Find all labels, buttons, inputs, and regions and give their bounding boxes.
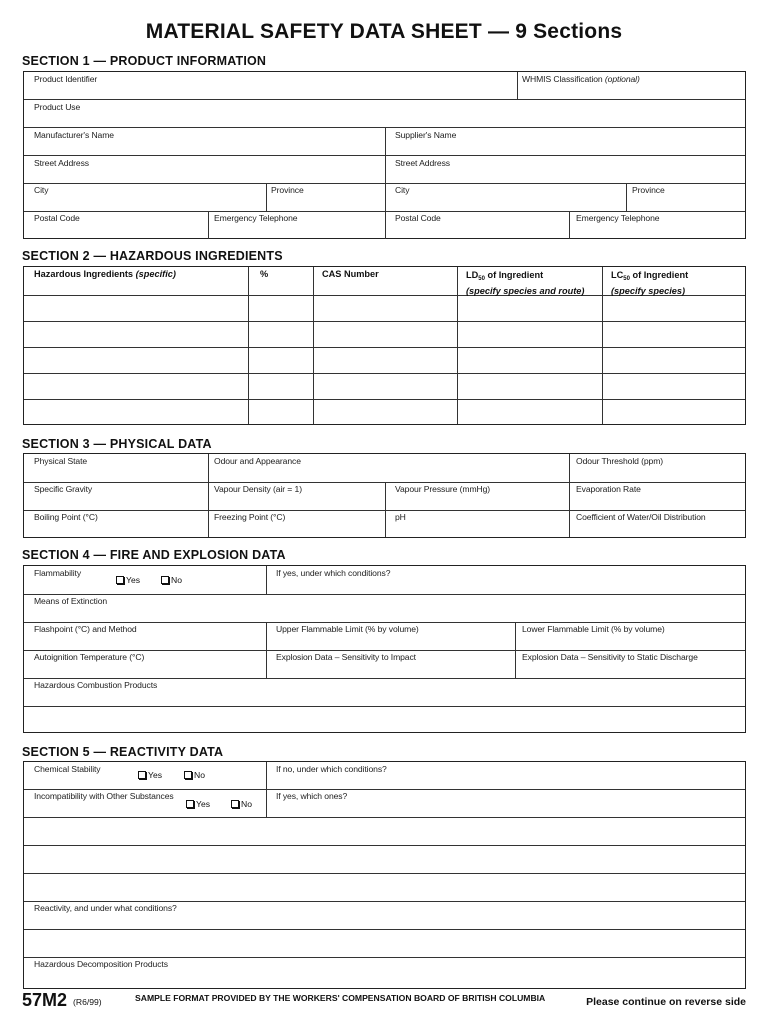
ingredients-column-header: Hazardous Ingredients (specific) — [34, 269, 176, 279]
stability-yes-checkbox[interactable]: Yes — [138, 770, 162, 780]
section-5-heading: SECTION 5 — REACTIVITY DATA — [22, 745, 224, 759]
incompatibility-no-checkbox[interactable]: No — [231, 799, 252, 809]
section-3-heading: SECTION 3 — PHYSICAL DATA — [22, 437, 212, 451]
fire-explosion-table — [23, 565, 746, 733]
hazardous-combustion-products-field[interactable]: Hazardous Combustion Products — [34, 680, 158, 690]
flammability-no-checkbox[interactable]: No — [161, 575, 182, 585]
specific-gravity-field[interactable]: Specific Gravity — [34, 484, 93, 494]
explosion-static-field[interactable]: Explosion Data – Sensitivity to Static Discharge — [522, 652, 698, 662]
page-title: MATERIAL SAFETY DATA SHEET — 9 Sections — [145, 20, 623, 43]
coefficient-distribution-field[interactable]: Coefficient of Water/Oil Distribution — [576, 512, 706, 522]
ld50-column-header: $LD_{50}$ of Ingredient (specify species and route) — [466, 270, 585, 296]
manufacturer-emergency-telephone-field[interactable]: Emergency Telephone — [214, 213, 298, 223]
hazardous-ingredients-table — [23, 266, 746, 425]
manufacturer-province-field[interactable]: Province — [271, 185, 304, 195]
product-identifier-field[interactable]: Product Identifier — [34, 74, 98, 84]
form-revision: (R6/99) — [73, 997, 102, 1007]
incompatible-substances-field[interactable]: If yes, which ones? — [276, 791, 348, 801]
odour-appearance-field[interactable]: Odour and Appearance — [214, 456, 301, 466]
flammability-conditions-field[interactable]: If yes, under which conditions? — [276, 568, 391, 578]
manufacturer-name-field[interactable]: Manufacturer's Name — [34, 130, 114, 140]
lower-flammable-limit-field[interactable]: Lower Flammable Limit (% by volume) — [522, 624, 665, 634]
boiling-point-field[interactable]: Boiling Point (°C) — [34, 512, 98, 522]
reactivity-conditions-field[interactable]: Reactivity, and under what conditions? — [34, 903, 177, 913]
stability-conditions-field[interactable]: If no, under which conditions? — [276, 764, 387, 774]
physical-data-table — [23, 453, 746, 538]
vapour-pressure-field[interactable]: Vapour Pressure (mmHg) — [395, 484, 491, 494]
section-1-heading: SECTION 1 — PRODUCT INFORMATION — [22, 54, 267, 68]
supplier-province-field[interactable]: Province — [632, 185, 665, 195]
odour-threshold-field[interactable]: Odour Threshold (ppm) — [576, 456, 664, 466]
ph-field[interactable]: pH — [395, 512, 406, 522]
autoignition-temperature-field[interactable]: Autoignition Temperature (°C) — [34, 652, 145, 662]
section-4-heading: SECTION 4 — FIRE AND EXPLOSION DATA — [22, 548, 286, 562]
footer-source-note: SAMPLE FORMAT PROVIDED BY THE WORKERS' COMPENSATION BOARD OF BRITISH COLUMBIA — [135, 993, 546, 1003]
supplier-name-field[interactable]: Supplier's Name — [395, 130, 457, 140]
freezing-point-field[interactable]: Freezing Point (°C) — [214, 512, 286, 522]
chemical-stability-label: Chemical Stability — [34, 764, 101, 774]
incompatibility-yes-checkbox[interactable]: Yes — [186, 799, 210, 809]
cas-number-column-header: CAS Number — [322, 269, 379, 279]
vapour-density-field[interactable]: Vapour Density (air = 1) — [214, 484, 302, 494]
reactivity-data-table — [23, 761, 746, 989]
form-code: 57M2 — [22, 990, 68, 1010]
incompatibility-label: Incompatibility with Other Substances — [34, 791, 174, 801]
means-of-extinction-field[interactable]: Means of Extinction — [34, 596, 108, 606]
manufacturer-street-address-field[interactable]: Street Address — [34, 158, 89, 168]
upper-flammable-limit-field[interactable]: Upper Flammable Limit (% by volume) — [276, 624, 419, 634]
stability-no-checkbox[interactable]: No — [184, 770, 205, 780]
flashpoint-field[interactable]: Flashpoint (°C) and Method — [34, 624, 137, 634]
hazardous-decomposition-products-field[interactable]: Hazardous Decomposition Products — [34, 959, 168, 969]
whmis-classification-field[interactable]: WHMIS Classification (optional) — [522, 74, 640, 84]
physical-state-field[interactable]: Physical State — [34, 456, 88, 466]
flammability-label: Flammability — [34, 568, 82, 578]
supplier-street-address-field[interactable]: Street Address — [395, 158, 450, 168]
product-use-field[interactable]: Product Use — [34, 102, 81, 112]
percent-column-header: % — [260, 269, 269, 279]
continue-note: Please continue on reverse side — [586, 996, 746, 1008]
manufacturer-city-field[interactable]: City — [34, 185, 49, 195]
supplier-emergency-telephone-field[interactable]: Emergency Telephone — [576, 213, 660, 223]
flammability-yes-checkbox[interactable]: Yes — [116, 575, 140, 585]
evaporation-rate-field[interactable]: Evaporation Rate — [576, 484, 641, 494]
manufacturer-postal-code-field[interactable]: Postal Code — [34, 213, 80, 223]
section-2-heading: SECTION 2 — HAZARDOUS INGREDIENTS — [22, 249, 283, 263]
explosion-impact-field[interactable]: Explosion Data – Sensitivity to Impact — [276, 652, 416, 662]
lc50-column-header: $LC_{50}$ of Ingredient (specify species) — [611, 270, 689, 296]
supplier-city-field[interactable]: City — [395, 185, 410, 195]
section-1-table — [23, 71, 746, 239]
supplier-postal-code-field[interactable]: Postal Code — [395, 213, 441, 223]
